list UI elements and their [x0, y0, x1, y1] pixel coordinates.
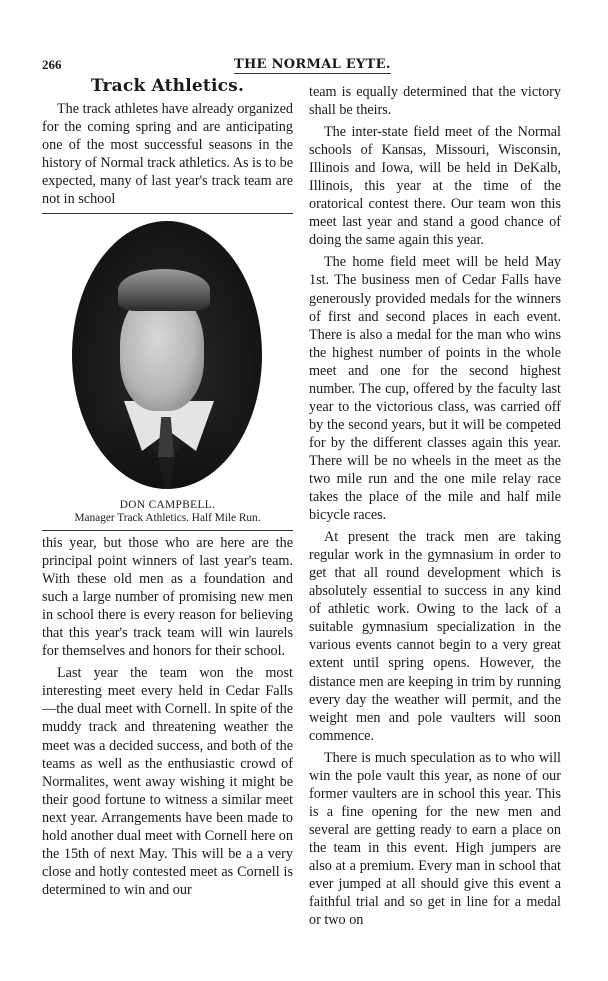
paragraph: team is equally determined that the victory shall be theirs.	[309, 84, 561, 119]
paragraph: The track athletes have already organized for the coming spring and are anticipating one of the most successful seasons in the history of Normal track athletics. As is to be expected, many of last year's track team are not in school	[42, 101, 293, 208]
paragraph: this year, but those who are here are the principal point winners of last year's team. With these old men as a foundation and such a large number of promising new men in school there is every reason for believing that this year's track team will win laurels for themselves and honors for their school.	[42, 535, 293, 660]
portrait-photo	[72, 221, 262, 489]
paragraph: The inter-state field meet of the Normal schools of Kansas, Missouri, Wisconsin, Illinois and Iowa, will be held in DeKalb, Illinois, this year at the time of the oratorical contest there. Our team won this meet last year and stand a good chance of doing the same again this year.	[309, 124, 561, 249]
paragraph: There is much speculation as to who will win the pole vault this year, as none of our former vaulters are in school this year. This is a fine opening for the new men and several are getting ready to earn a place on the team in this event. High jumpers are also at a premium. Every man in school that ever jumped at all should give this event a faithful trial and so get in line for a medal or two on	[309, 749, 561, 929]
paragraph: Last year the team won the most interesting meet every held in Cedar Falls —the dual meet with Cornell. In spite of the muddy track and threatening weather the meet was a decided success, and both of the teams as well as the enthusiastic crowd of Normalites, went away wishing it might be their good fortune to witness a similar meet next year. Arrangements have been made to hold another dual meet with Cornell here on the 15th of next May. This will be a a very close and hotly contested meet as Cornell is determined to win and our	[42, 665, 293, 898]
left-column-bottom	[42, 534, 293, 899]
article-title: Track Athletics.	[90, 76, 245, 96]
right-column	[309, 83, 561, 929]
caption-role: Manager Track Athletics. Half Mile Run.	[74, 512, 261, 524]
paragraph: The home field meet will be held May 1st. The business men of Cedar Falls have generously provided medals for the winners of first and second places in each event. There is also a medal for the man who wins the highest number of points in the whole meet and one for the second highest number. The cup, offered by the faculty last year to the victorious class, was carried off by the second years, but it will be competed for by the different classes again this year. There will be no wheels in the meet as the two mile run and the one mile relay race takes the place of the mile and half mile bicycle races.	[309, 254, 561, 524]
paragraph: At present the track men are taking regular work in the gymnasium in order to get that all round development which is absolutely essential to success in any kind of athletic work. Owing to the lack of a suitable gymnasium specialization in the various events cannot begin to a very great extent until spring opens. However, the distance men are keeping in trim by running every day the weather will permit, and the weight men and pole vaulters will soon commence.	[309, 529, 561, 744]
caption-name: DON CAMPBELL.	[119, 499, 216, 511]
running-head: THE NORMAL EYTE.	[234, 57, 391, 72]
left-column-top	[42, 100, 293, 208]
divider	[42, 213, 293, 214]
portrait-hair	[118, 269, 210, 311]
page-number: 266	[42, 57, 62, 72]
divider	[42, 530, 293, 531]
